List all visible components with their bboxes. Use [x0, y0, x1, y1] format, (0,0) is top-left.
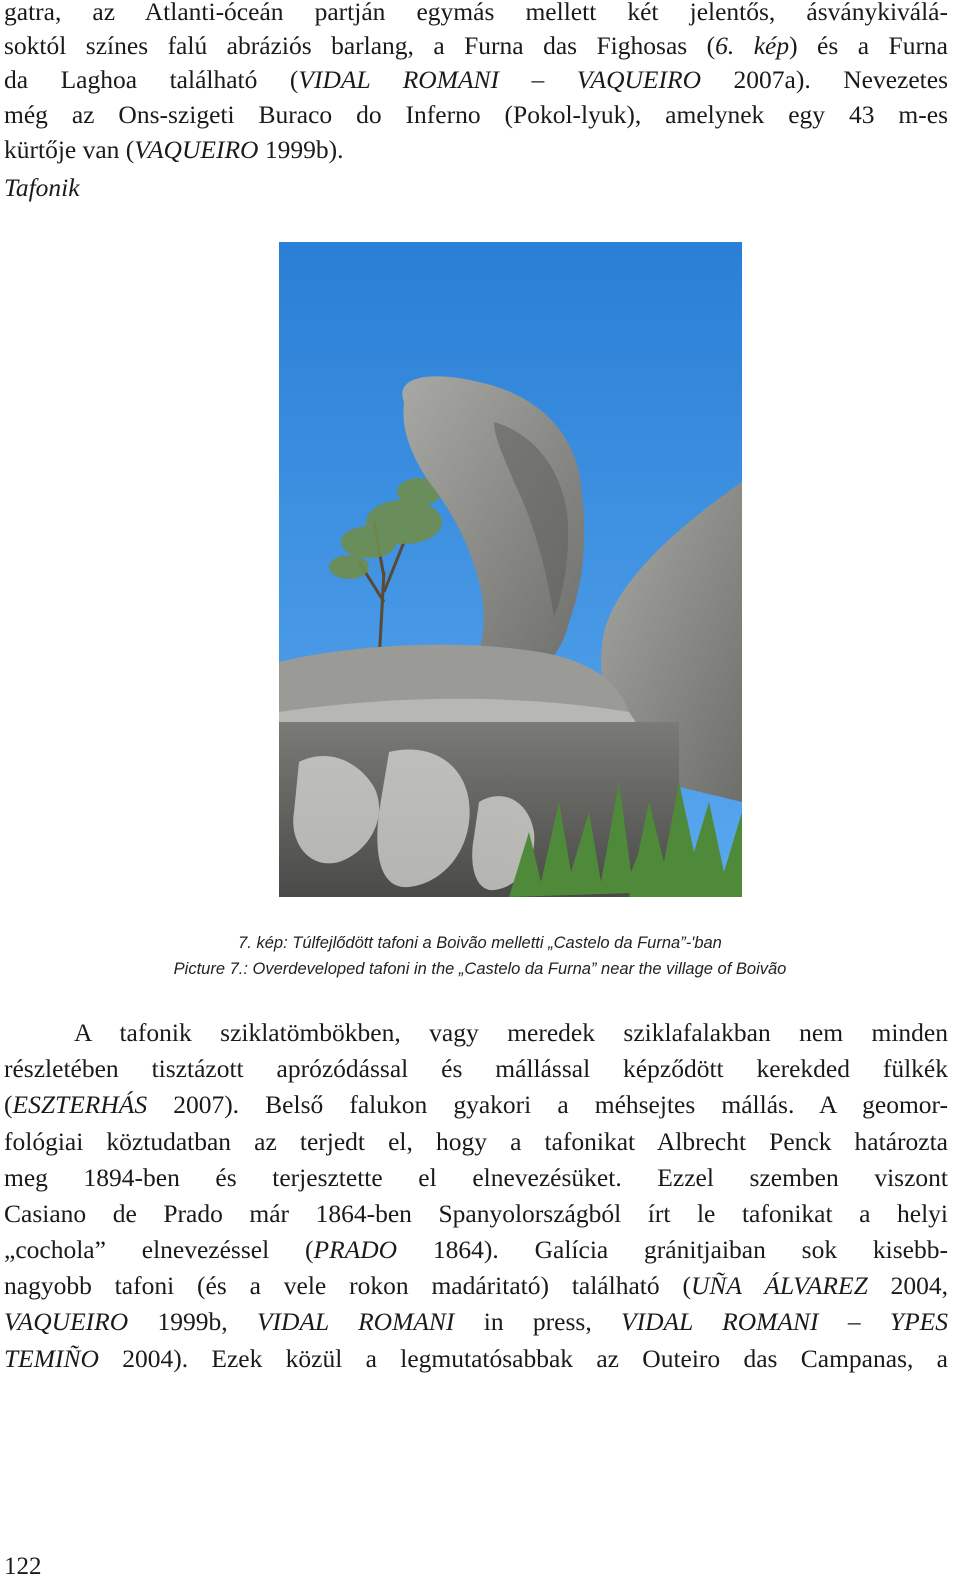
- citation-author: PRADO: [313, 1235, 398, 1264]
- text-line: még az Ons-szigeti Buraco do Inferno (Pokol-lyuk), amelynek egy 43 m-es: [4, 100, 948, 129]
- text-line: TEMIÑO 2004). Ezek közül a legmutatósabbak az Outeiro das Campanas, a: [4, 1344, 948, 1373]
- text-line: Casiano de Prado már 1864-ben Spanyolországból írt le tafonikat a helyi: [4, 1199, 948, 1228]
- citation-author: VIDAL ROMANI – YPES: [621, 1307, 948, 1336]
- text-line: A tafonik sziklatömbökben, vagy meredek sziklafalakban nem minden: [74, 1018, 948, 1047]
- text-line: „cochola” elnevezéssel (PRADO 1864). Galícia gránitjaiban sok kisebb-: [4, 1235, 948, 1264]
- page-number: 122: [4, 1553, 42, 1580]
- citation-author: UÑA ÁLVAREZ: [690, 1271, 868, 1300]
- tafoni-photo: [279, 242, 742, 897]
- citation-author: VIDAL ROMANI: [256, 1307, 455, 1336]
- text-line: gatra, az Atlanti-óceán partján egymás mellett két jelentős, ásványkiválá-: [4, 0, 948, 26]
- figure-caption-hu: 7. kép: Túlfejlődött tafoni a Boivão melletti „Castelo da Furna”-'ban: [238, 934, 722, 952]
- text-line: nagyobb tafoni (és a vele rokon madáritató) található (UÑA ÁLVAREZ 2004,: [4, 1271, 949, 1300]
- section-heading: Tafonik: [4, 173, 80, 202]
- citation-author: ESZTERHÁS: [12, 1090, 148, 1119]
- citation-author: TEMIÑO: [4, 1344, 99, 1373]
- text-line: kürtője van (VAQUEIRO 1999b).: [4, 135, 344, 164]
- citation-author: VIDAL ROMANI – VAQUEIRO: [298, 65, 701, 94]
- citation-author: VAQUEIRO: [4, 1307, 129, 1336]
- citation-author: VAQUEIRO: [134, 135, 259, 164]
- figure-caption-en: Picture 7.: Overdeveloped tafoni in the „Castelo da Furna” near the village of Boivão: [173, 960, 787, 978]
- text-line: részletében tisztázott aprózódással és mállással képződött kerekded fülkék: [4, 1054, 948, 1083]
- text-line: da Laghoa található (VIDAL ROMANI – VAQUEIRO 2007a). Nevezetes: [4, 65, 948, 94]
- text-line: soktól színes falú abráziós barlang, a Furna das Fighosas (6. kép) és a Furna: [4, 31, 949, 60]
- text-line: meg 1894-ben és terjesztette el elnevezésüket. Ezzel szemben viszont: [4, 1163, 948, 1192]
- text-line: fológiai köztudatban az terjedt el, hogy a tafonikat Albrecht Penck határozta: [4, 1127, 948, 1156]
- figure-reference: 6. kép: [715, 31, 790, 60]
- text-line: (ESZTERHÁS 2007). Belső falukon gyakori a méhsejtes mállás. A geomor-: [4, 1090, 948, 1119]
- text-line: VAQUEIRO 1999b, VIDAL ROMANI in press, VIDAL ROMANI – YPES: [4, 1307, 948, 1336]
